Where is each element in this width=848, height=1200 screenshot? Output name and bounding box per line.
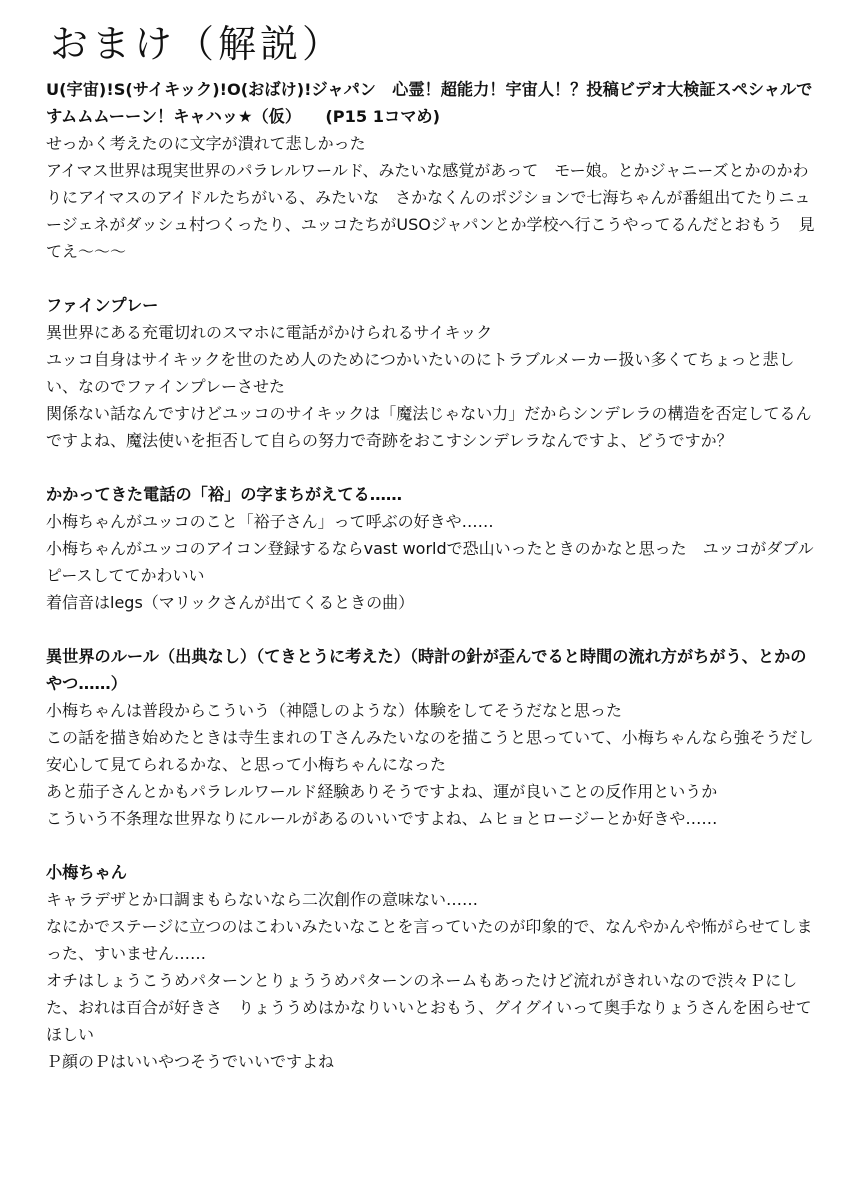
section-uso-japan xyxy=(46,76,816,265)
paragraph: キャラデザとか口調まもらないなら二次創作の意味ない…… xyxy=(46,890,479,909)
section-heading: かかってきた電話の「裕」の字まちがえてる…… xyxy=(46,485,403,504)
paragraph: この話を描き始めたときは寺生まれのＴさんみたいなのを描こうと思っていて、小梅ちゃんなら強そうだし安心して見てられるかな、と思って小梅ちゃんになった xyxy=(46,728,814,774)
section-heading: 小梅ちゃん xyxy=(46,863,127,882)
document-page xyxy=(46,18,816,1102)
paragraph: 小梅ちゃんがユッコのアイコン登録するならvast worldで恐山いったときのかなと思った ユッコがダブルピースしててかわいい xyxy=(46,539,814,585)
paragraph: ユッコ自身はサイキックを世のため人のためにつかいたいのにトラブルメーカー扱い多くてちょっと悲しい、なのでファインプレーさせた xyxy=(46,350,795,396)
paragraph: 小梅ちゃんがユッコのこと「裕子さん」って呼ぶの好きや…… xyxy=(46,512,494,531)
paragraph: 関係ない話なんですけどユッコのサイキックは「魔法じゃない力」だからシンデレラの構造を否定してるんですよね、魔法使いを拒否して自らの努力で奇跡をおこすシンデレラなんですよ、どうですか？ xyxy=(46,404,812,450)
section-other-world-rules xyxy=(46,643,816,832)
page-title: おまけ（解説） xyxy=(50,22,345,66)
section-fine-play xyxy=(46,292,816,454)
section-koume xyxy=(46,859,816,1075)
paragraph: アイマス世界は現実世界のパラレルワールド、みたいな感覚があって モー娘。とかジャニーズとかのかわりにアイマスのアイドルたちがいる、みたいな さかなくんのポジションで七海ちゃんが番組出てたりニュージェネがダッシュ村つくったり、ユッコたちがUSOジャパンとか学校へ行こうやってるんだとおもう 見てえ〜〜〜 xyxy=(46,161,815,261)
paragraph: オチはしょうこうめパターンとりょううめパターンのネームもあったけど流れがきれいなので渋々Ｐにした、おれは百合が好きさ りょううめはかなりいいとおもう、グイグイいって奥手なりょうさんを困らせてほしい xyxy=(46,971,812,1044)
section-heading: 異世界のルール（出典なし）（てきとうに考えた）（時計の針が歪んでると時間の流れ方がちがう、とかのやつ……） xyxy=(46,647,807,693)
paragraph: せっかく考えたのに文字が潰れて悲しかった xyxy=(46,134,366,153)
paragraph: こういう不条理な世界なりにルールがあるのいいですよね、ムヒョとロージーとか好きや…… xyxy=(46,809,718,828)
paragraph: なにかでステージに立つのはこわいみたいなことを言っていたのが印象的で、なんやかんや怖がらせてしまった、すいません…… xyxy=(46,917,813,963)
section-heading: ファインプレー xyxy=(46,296,159,315)
paragraph: 異世界にある充電切れのスマホに電話がかけられるサイキック xyxy=(46,323,493,342)
paragraph: あと茄子さんとかもパラレルワールド経験ありそうですよね、運が良いことの反作用というか xyxy=(46,782,718,801)
paragraph: 着信音はlegs（マリックさんが出てくるときの曲） xyxy=(46,593,415,612)
section-phone-call xyxy=(46,481,816,616)
section-heading: U(宇宙)!S(サイキック)!O(おばけ)!ジャパン 心霊！超能力！宇宙人！？投稿ビデオ大検証スペシャルですムムムーーン！キャハッ★（仮） (P15 1コマめ) xyxy=(46,80,813,126)
paragraph: 小梅ちゃんは普段からこういう（神隠しのような）体験をしてそうだなと思った xyxy=(46,701,623,720)
paragraph: Ｐ顔のＰはいいやつそうでいいですよね xyxy=(46,1052,335,1071)
